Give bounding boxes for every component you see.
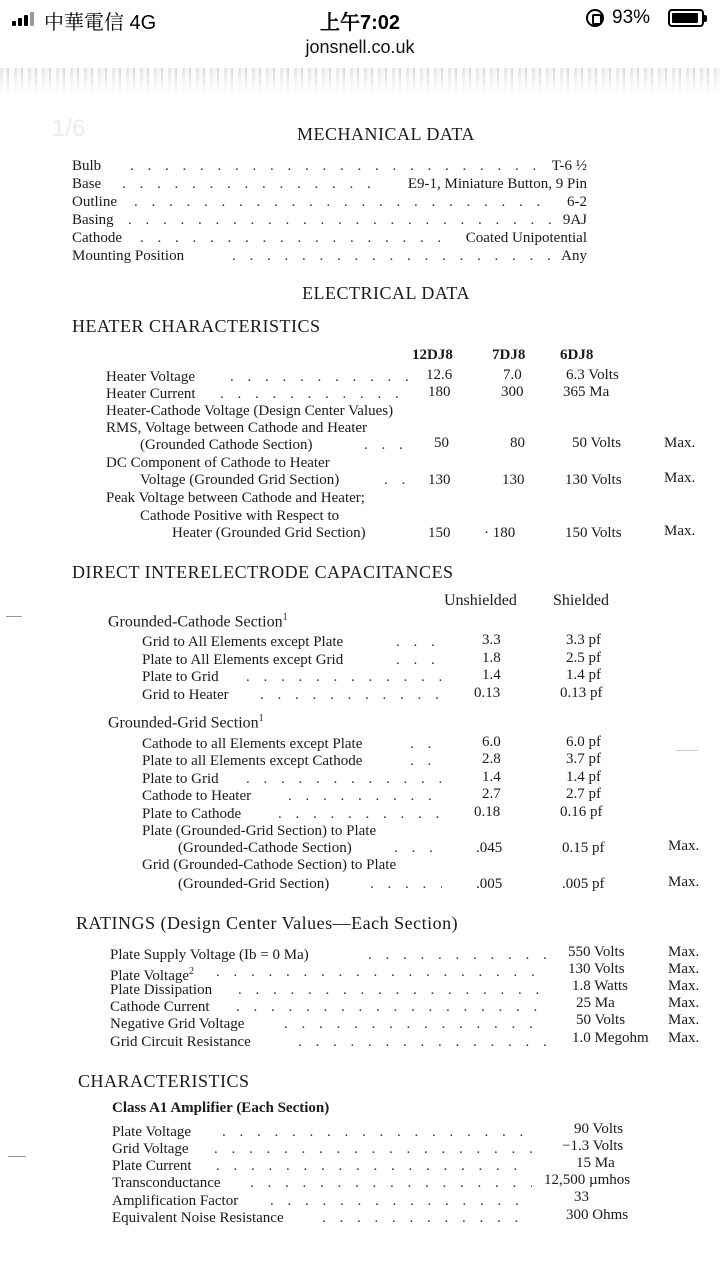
char-label: Transconductance <box>112 1175 221 1191</box>
cap-row-label: (Grounded-Cathode Section) <box>178 840 352 856</box>
leader-dots <box>370 875 442 893</box>
max-label: Max. <box>668 961 700 977</box>
max-label: Max. <box>668 838 700 854</box>
leader-dots <box>122 175 372 193</box>
column-header: Shielded <box>553 592 609 609</box>
leader-dots <box>128 211 552 229</box>
max-label: Max. <box>668 1012 700 1028</box>
rating-label: Plate Dissipation <box>110 982 213 998</box>
mech-label: Mounting Position <box>72 248 185 264</box>
leader-dots <box>134 193 554 211</box>
char-value: 300 Ohms <box>566 1207 629 1223</box>
max-label: Max. <box>668 995 700 1011</box>
column-header: 7DJ8 <box>492 347 526 363</box>
char-value: 12,500 µmhos <box>544 1172 631 1188</box>
char-label: Plate Current <box>112 1158 192 1174</box>
leader-dots <box>230 368 410 386</box>
heater-row-label: Heater-Cathode Voltage (Design Center Values) <box>106 403 394 419</box>
rating-value: 1.0 Megohm <box>572 1030 649 1046</box>
leader-dots <box>368 946 546 964</box>
heater-value: 12.6 <box>426 367 453 383</box>
heater-value: 7.0 <box>503 367 522 383</box>
battery-icon <box>668 9 704 27</box>
heater-value: 50 <box>434 435 449 451</box>
address-bar[interactable]: jonsnell.co.uk <box>305 37 415 57</box>
cap-row-label: Plate to Cathode <box>142 806 242 822</box>
cap-value: 1.4 <box>482 769 501 785</box>
heater-row-label: Cathode Positive with Respect to <box>140 508 340 524</box>
cap-value: 3.7 pf <box>566 751 601 767</box>
cap-row-label: Grid (Grounded-Cathode Section) to Plate <box>142 857 397 873</box>
grounded-cathode-heading: Grounded-Cathode Section$^1$ <box>108 612 288 631</box>
cap-row-label: Plate (Grounded-Grid Section) to Plate <box>142 823 377 839</box>
leader-dots <box>396 651 442 669</box>
leader-dots <box>270 1192 532 1210</box>
rating-value: 1.8 Watts <box>572 978 629 994</box>
cap-row-label: Grid to All Elements except Plate <box>142 634 344 650</box>
cap-value: 2.5 pf <box>566 650 601 666</box>
leader-dots <box>322 1209 532 1227</box>
scan-speck <box>676 750 698 751</box>
cap-row-label: Cathode to all Elements except Plate <box>142 736 363 752</box>
rating-label: Plate Supply Voltage (Ib = 0 Ma) <box>110 947 309 963</box>
leader-dots <box>220 385 410 403</box>
scan-speck <box>8 1156 26 1157</box>
status-bar <box>0 0 720 36</box>
leader-dots <box>130 157 540 175</box>
char-label: Grid Voltage <box>112 1141 189 1157</box>
heater-row-label: Voltage (Grounded Grid Section) <box>140 472 340 488</box>
heater-value: 150 <box>428 525 451 541</box>
max-label: Max. <box>668 1030 700 1046</box>
heater-value: 130 <box>502 472 525 488</box>
leader-dots <box>278 805 442 823</box>
mech-value: 9AJ <box>559 211 587 229</box>
leader-dots <box>288 787 442 805</box>
mech-value: Coated Unipotential <box>462 229 587 247</box>
clock: 上午7:02 <box>319 12 401 34</box>
characteristics-heading: CHARACTERISTICS <box>78 1071 250 1091</box>
leader-dots <box>364 436 412 454</box>
page-indicator: 1/6 <box>52 115 86 142</box>
heater-row-label: DC Component of Cathode to Heater <box>106 455 330 471</box>
electrical-data-heading: ELECTRICAL DATA <box>302 283 470 303</box>
cap-row-label: (Grounded-Grid Section) <box>178 876 330 892</box>
rating-value: 25 Ma <box>576 995 615 1011</box>
heater-value: 50 Volts <box>572 435 622 451</box>
rating-value: 130 Volts <box>568 961 625 977</box>
cap-row-label: Grid to Heater <box>142 687 229 703</box>
leader-dots <box>236 998 546 1016</box>
char-value: 90 Volts <box>574 1121 624 1137</box>
char-value: 33 <box>574 1189 589 1205</box>
scan-artifact-strip <box>0 68 720 94</box>
leader-dots <box>214 1140 532 1158</box>
cap-value: 1.4 <box>482 667 501 683</box>
cap-value: 0.15 pf <box>562 840 605 856</box>
heater-row-label: RMS, Voltage between Cathode and Heater <box>106 420 368 436</box>
cap-value: 6.0 <box>482 734 501 750</box>
leader-dots <box>246 668 442 686</box>
cap-row-label: Plate to All Elements except Grid <box>142 652 344 668</box>
column-header: 12DJ8 <box>412 347 453 363</box>
mech-label: Basing <box>72 212 114 228</box>
max-label: Max. <box>668 874 700 890</box>
char-value: −1.3 Volts <box>562 1138 624 1154</box>
heater-value: 150 Volts <box>565 525 622 541</box>
cap-value: 0.13 pf <box>560 685 603 701</box>
heater-value: 300 <box>501 384 524 400</box>
cap-value: .045 <box>476 840 503 856</box>
cap-value: 6.0 pf <box>566 734 601 750</box>
max-label: Max. <box>664 470 696 486</box>
heater-characteristics-heading: HEATER CHARACTERISTICS <box>72 316 321 336</box>
mech-value: T-6 ½ <box>548 157 587 175</box>
cap-row-label: Plate to Grid <box>142 771 219 787</box>
cap-value: .005 <box>476 876 503 892</box>
char-label: Amplification Factor <box>112 1193 239 1209</box>
mech-label: Bulb <box>72 158 102 174</box>
cap-value: 1.4 pf <box>566 769 601 785</box>
rating-value: 550 Volts <box>568 944 625 960</box>
max-label: Max. <box>668 978 700 994</box>
leader-dots <box>260 686 442 704</box>
leader-dots <box>396 633 442 651</box>
grounded-grid-heading: Grounded-Grid Section$^1$ <box>108 713 264 732</box>
heater-row-label: (Grounded Cathode Section) <box>140 437 313 453</box>
heater-value: 130 <box>428 472 451 488</box>
max-label: Max. <box>664 523 696 539</box>
rating-label: Plate Voltage$^2$ <box>110 966 195 984</box>
column-header: Unshielded <box>444 592 517 609</box>
heater-row-label: Heater Current <box>106 386 196 402</box>
carrier-label: 中華電信 4G <box>44 12 157 34</box>
capacitances-heading: DIRECT INTERELECTRODE CAPACITANCES <box>72 562 454 582</box>
cap-value: 1.8 <box>482 650 501 666</box>
leader-dots <box>394 839 442 857</box>
char-value: 15 Ma <box>576 1155 615 1171</box>
cap-value: 2.7 <box>482 786 501 802</box>
heater-value: 365 Ma <box>563 384 610 400</box>
mech-label: Cathode <box>72 230 122 246</box>
cap-row-label: Cathode to Heater <box>142 788 252 804</box>
leader-dots <box>284 1015 546 1033</box>
leader-dots <box>384 471 412 489</box>
mech-value: 6-2 <box>563 193 587 211</box>
max-label: Max. <box>668 944 700 960</box>
mech-label: Outline <box>72 194 117 210</box>
class-a1-subheading: Class A1 Amplifier (Each Section) <box>112 1100 330 1116</box>
scan-speck <box>6 616 22 617</box>
cap-value: 3.3 <box>482 632 501 648</box>
cap-value: 3.3 pf <box>566 632 601 648</box>
leader-dots <box>410 752 442 770</box>
heater-value: 130 Volts <box>565 472 622 488</box>
heater-value: 180 <box>428 384 451 400</box>
cap-value: 0.18 <box>474 804 501 820</box>
cap-value: 1.4 pf <box>566 667 601 683</box>
ratings-heading: RATINGS (Design Center Values—Each Section) <box>76 913 459 933</box>
column-header: 6DJ8 <box>560 347 594 363</box>
mech-value: Any <box>557 247 587 265</box>
mech-label: Base <box>72 176 102 192</box>
heater-row-label: Peak Voltage between Cathode and Heater; <box>106 490 365 506</box>
leader-dots <box>238 981 546 999</box>
leader-dots <box>410 735 442 753</box>
heater-value: · 180 <box>484 525 516 541</box>
leader-dots <box>250 1174 532 1192</box>
rating-label: Negative Grid Voltage <box>110 1016 245 1032</box>
leader-dots <box>222 1123 532 1141</box>
leader-dots <box>232 247 552 265</box>
cap-value: 2.8 <box>482 751 501 767</box>
cap-value: 0.13 <box>474 685 501 701</box>
heater-row-label: Heater (Grounded Grid Section) <box>172 525 366 541</box>
leader-dots <box>246 770 442 788</box>
char-label: Equivalent Noise Resistance <box>112 1210 284 1226</box>
rating-value: 50 Volts <box>576 1012 626 1028</box>
rating-label: Grid Circuit Resistance <box>110 1034 251 1050</box>
heater-value: 6.3 Volts <box>566 367 619 383</box>
heater-value: 80 <box>510 435 525 451</box>
cap-value: .005 pf <box>562 876 605 892</box>
heater-row-label: Heater Voltage <box>106 369 195 385</box>
leader-dots <box>216 963 546 981</box>
rating-label: Cathode Current <box>110 999 210 1015</box>
max-label: Max. <box>664 435 696 451</box>
battery-percent: 93% <box>612 7 651 28</box>
leader-dots <box>298 1033 546 1051</box>
mechanical-data-heading: MECHANICAL DATA <box>297 124 475 144</box>
mech-value: E9-1, Miniature Button, 9 Pin <box>404 175 587 193</box>
cap-value: 0.16 pf <box>560 804 603 820</box>
cap-row-label: Plate to all Elements except Cathode <box>142 753 363 769</box>
leader-dots <box>216 1157 532 1175</box>
rotation-lock-icon <box>586 9 604 27</box>
cap-value: 2.7 pf <box>566 786 601 802</box>
cap-row-label: Plate to Grid <box>142 669 219 685</box>
leader-dots <box>140 229 440 247</box>
char-label: Plate Voltage <box>112 1124 192 1140</box>
